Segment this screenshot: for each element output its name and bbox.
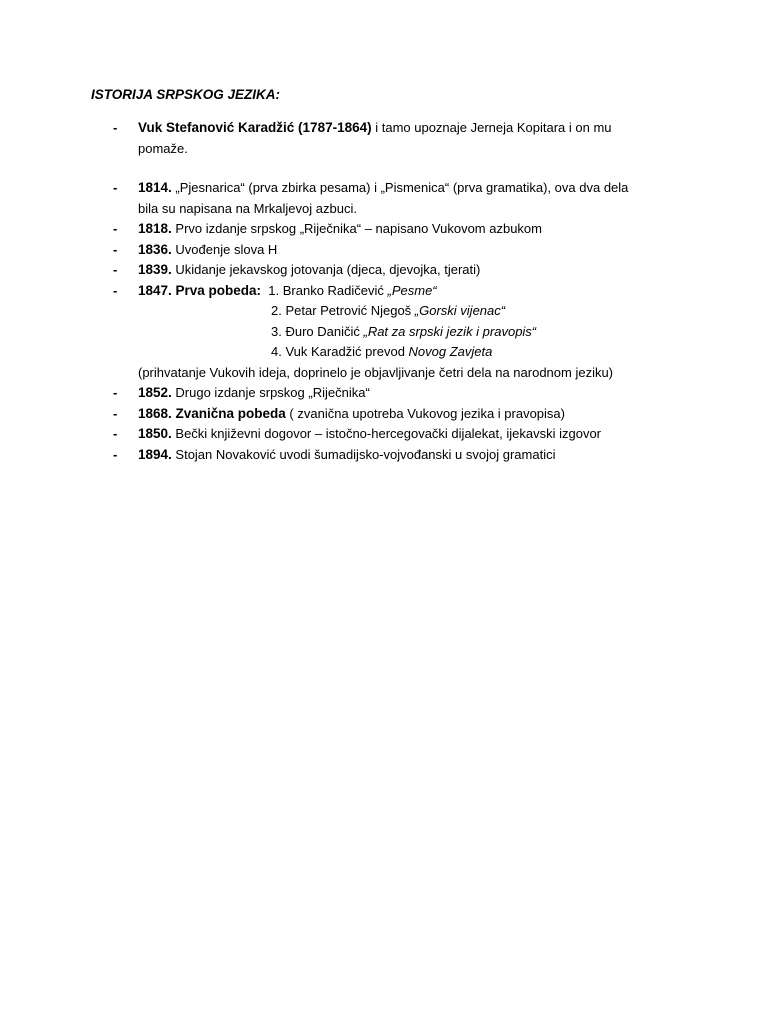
text-1852: Drugo izdanje srpskog „Riječnika“ [171,385,370,400]
text-1814: „Pjesnarica“ (prva zbirka pesama) i „Pismenica“ (prva gramatika), ova dva dela [171,180,629,195]
list-item-1894 [113,445,713,466]
year-1839: 1839. [138,262,172,277]
year-1836: 1836. [138,241,172,257]
bullet-dash: - [113,405,118,421]
bullet-dash: - [113,241,118,257]
sub-3-title: „Rat za srpski jezik i pravopis“ [363,323,537,339]
year-1868: 1868. Zvanična pobeda [138,405,286,421]
bullet-dash: - [113,180,118,195]
list-item-1850 [113,424,713,445]
list-item-1852 [113,383,713,404]
list-item-vuk [113,118,713,139]
bullet-dash: - [113,282,118,298]
vuk-name: Vuk Stefanović Karadžić (1787-1864) [138,120,372,135]
sub-item-2 [113,301,713,322]
sub-4-prefix: 4. Vuk Karadžić prevod [271,344,409,359]
text-1836: Uvođenje slova H [171,241,278,257]
vuk-text: i tamo upoznaje Jerneja Kopitara i on mu [371,120,612,135]
sub-4-title: Novog Zavjeta [408,344,493,359]
list-item-1847 [113,281,713,302]
year-1818: 1818. [138,221,172,236]
sub-1-title: „Pesme“ [387,282,437,298]
vuk-text-cont: pomaže. [138,140,188,156]
list-item-1814-cont [113,199,713,220]
year-1850: 1850. [138,426,172,441]
list-item-1836 [113,240,713,261]
text-1814-cont: bila su napisana na Mrkaljevoj azbuci. [138,200,357,216]
sub-1-prefix: 1. Branko Radičević [261,282,388,298]
list-item-1814 [113,178,713,199]
bullet-dash: - [113,385,118,400]
sub-2-title: „Gorski vijenac“ [414,303,506,318]
text-1894: Stojan Novaković uvodi šumadijsko-vojvođanski u svojoj gramatici [171,446,556,462]
bullet-dash: - [113,120,118,135]
document-title: ISTORIJA SRPSKOG JEZIKA: [91,87,281,102]
bullet-dash: - [113,426,118,441]
note-1847: (prihvatanje Vukovih ideja, doprinelo je objavljivanje četri dela na narodnom jeziku) [138,364,614,380]
text-1818: Prvo izdanje srpskog „Riječnika“ – napisano Vukovom azbukom [171,221,542,236]
bullet-dash: - [113,262,118,277]
list-item-1839 [113,260,713,281]
text-1850: Bečki književni dogovor – istočno-hercegovački dijalekat, ijekavski izgovor [171,426,601,441]
bullet-dash: - [113,221,118,236]
sub-2-prefix: 2. Petar Petrović Njegoš [271,303,415,318]
list-item-1868 [113,404,713,425]
year-1852: 1852. [138,385,172,400]
sub-item-3 [113,322,713,343]
sub-3-prefix: 3. Đuro Daničić [271,323,364,339]
history-list [113,118,713,465]
text-1839: Ukidanje jekavskog jotovanja (djeca, djevojka, tjerati) [171,262,481,277]
bullet-dash: - [113,446,118,462]
text-1868: ( zvanična upotreba Vukovog jezika i pravopisa) [285,405,565,421]
spacer [113,159,713,178]
year-1814: 1814. [138,180,172,195]
list-item-1818 [113,219,713,240]
sub-item-4 [113,342,713,363]
list-item-vuk-cont [113,139,713,160]
year-1894: 1894. [138,446,172,462]
year-1847: 1847. Prva pobeda: [138,282,262,298]
